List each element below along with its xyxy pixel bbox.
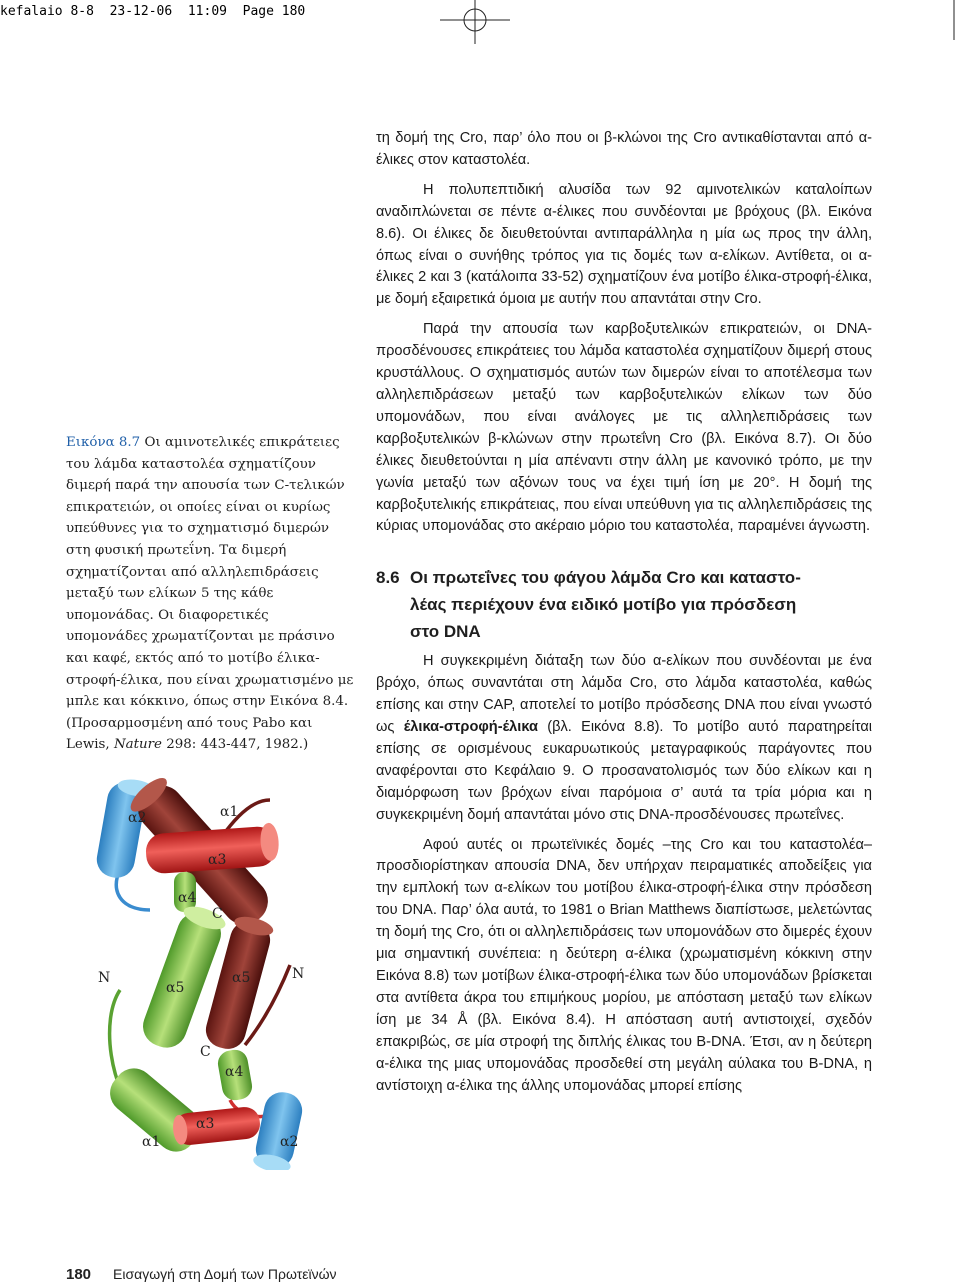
label-a4-right: α4 [225,1064,244,1080]
paragraph-2: Η πολυπεπτιδική αλυσίδα των 92 αμινοτελικών καταλοίπων αναδιπλώνεται σε πέντε α-έλικες που συνδέονται με βρόχους (βλ. Εικόνα 8.6). Οι έλικες δε διευθετούνται αντιπαράλληλα η μία ως προς την άλλη, όπως είναι ο συνήθης τρόπος για τις δομές των α-ελίκων. Αντίθετα, οι α-έλικες 2 και 3 (κατάλοιπα 33-52) σχηματίζουν ένα μοτίβο έλικα-στροφή-έλικα, με δομή εξαιρετικά όμοια με αυτήν που απαντάται στην Cro. [376,181,872,308]
paragraph-4 [376,651,872,826]
label-a1-top: α1 [220,804,239,820]
label-n-right: N [292,966,305,982]
paragraph-3: Παρά την απουσία των καρβοξυτελικών επικρατειών, οι DNA-προσδένουσες επικράτειες του λάμδα καταστολέα σχηματίζουν διμερή στους κρυστάλλους. Ο σχηματισμός αυτών των διμερών είναι το αποτέλεσμα των αλληλεπιδράσεων μεταξύ των καρβοξυτελικών ελίκων των δύο υπομονάδων, που είναι ανάλογες με τις αλληλεπιδράσεις των καρβοξυτελικών β-κλώνων στην πρωτεΐνη Cro (βλ. Εικόνα 8.7). Οι δύο έλικες διευθετούνται η μία απέναντι στην άλλη με κανονικό τρόπο, με την γωνία μεταξύ των αξόνων τους να έχει τιμή ίση με 20°. Η δομή της καρβοξυτελικής επικράτειας, που είναι υπεύθυνη για τις αλληλεπιδράσεις της κύριας υπομονάδας στο ακέραιο μόριο του καταστολέα, παραμένει άγνωστη. [376,321,872,535]
caption-journal: Nature [113,737,162,753]
paragraph-4-end: (βλ. Εικόνα 8.8). Το μοτίβο αυτό παρατηρείται επίσης σε ορισμένους ευκαρυωτικούς μεταγραφικούς παράγοντες που αναφέρονται στο Κεφάλαιο 9. Ο προσανατολισμός των δύο ελίκων και η διαμόρφωση των βρόχων είναι παρόμοια σ’ αυτά τα τρία μόρια και η συγκεκριμένη δομή απαντάται μόνο στις DNA-προσδένουσες πρωτεΐνες. [376,719,873,823]
label-a4-left: α4 [178,890,197,906]
section-number: 8.6 [376,568,400,588]
helix-a2-bottom [252,1089,306,1170]
label-n-left: N [98,970,111,986]
label-a5-right: α5 [232,970,251,986]
section-heading-line2: λέας περιέχουν ένα ειδικό μοτίβο για πρόσδεση [410,595,797,615]
crop-mark-right [950,0,960,40]
figure-caption [66,432,354,756]
label-a1-bottom: α1 [142,1134,161,1150]
paragraph-4-start: Η συγκεκριμένη διάταξη των δύο α-ελίκων που συνδέονται με ένα βρόχο, όπως συναντάται στη λάμδα Cro, στο λάμδα καταστολέα, καθώς επίσης και στην CAP, αποτελεί το μοτίβο πρόσδεσης DNA που είναι γνωστό ως [376,653,872,736]
label-a2-bottom: α2 [280,1134,299,1150]
print-slug: kefalaio 8-8 23-12-06 11:09 Page 180 [0,4,306,19]
label-c-mid: C [200,1044,211,1060]
caption-ref: 298: 443-447, 1982.) [161,737,309,753]
caption-label: Εικόνα 8.7 [66,435,141,450]
page-number: 180 [66,1266,92,1283]
caption-text: Οι αμινοτελικές επικράτειες του λάμδα καταστολέα σχηματίζουν διμερή παρά την απουσία των C-τελικών επικρατειών, οι οποίες είναι οι κυρίως υπεύθυνες για το σχηματισμό διμερών στη φυσική πρωτεΐνη. Τα διμερή σχηματίζονται από αλληλεπιδράσεις μεταξύ των ελίκων 5 της κάθε υπομονάδας. Οι διαφορετικές υπομονάδες χρωματίζονται με πράσινο και καφέ, εκτός από το μοτίβο έλικα-στροφή-έλικα, που είναι χρωματισμένο με μπλε και κόκκινο, όπως στην Εικόνα 8.4. (Προσαρμοσμένη από τους Pabo και Lewis, [66,435,354,753]
paragraph-5: Αφού αυτές οι πρωτεϊνικές δομές –της Cro και του καταστολέα– προσδιορίστηκαν απουσία DNA, δεν υπήρχαν πειραματικές αποδείξεις για την εμπλοκή των α-ελίκων του μοτίβου έλικα-στροφή-έλικα στην πρόσδεση του DNA. Παρ’ όλα αυτά, το 1981 ο Brian Matthews διαπίστωσε, μελετώντας τη δομή της Cro, ότι οι αλληλεπιδράσεις των υπομονάδων στο διμερές έχουν μια σημαντική συνέπεια: η δεύτερη α-έλικα (χρωματισμένη κόκκινη στην Εικόνα 8.8) των μοτίβων έλικα-στροφή-έλικα των δύο υπομονάδων βρίσκεται στα αντίθετα άκρα του επιμήκους μορίου, με απόσταση μεταξύ των ελίκων ίση με 34 Å (βλ. Εικόνα 8.4). Η απόσταση αυτή αντιστοιχεί, σχεδόν επακριβώς, σε μία στροφή της διπλής έλικας του B-DNA. Έτσι, αν η δεύτερη α-έλικα της μιας υπομονάδας προσδεθεί στη μεγάλη αύλακα του B-DNA, η αντίστοιχη α-έλικα της άλλης υπομονάδας μπορεί επίσης [376,836,872,1094]
paragraph-1: τη δομή της Cro, παρ’ όλο που οι β-κλώνοι της Cro αντικαθίστανται από α-έλικες στον καταστολέα. [376,130,872,168]
book-title: Εισαγωγή στη Δομή των Πρωτεϊνών [113,1266,337,1282]
main-text-column [376,128,872,1105]
section-heading-line1: Οι πρωτεΐνες του φάγου λάμδα Cro και καταστο- [410,568,801,588]
label-a2-top: α2 [128,810,147,826]
label-a3-bottom: α3 [196,1116,215,1132]
label-c-top: C [212,906,223,922]
label-a3-top: α3 [208,852,227,868]
section-heading [376,564,872,645]
label-a5-left: α5 [166,980,185,996]
term-hth: έλικα-στροφή-έλικα [403,719,538,736]
section-heading-line3: στο DNA [410,622,481,642]
registration-mark [440,0,510,44]
page-footer [66,1266,337,1283]
repressor-dimer-figure [80,760,340,1170]
